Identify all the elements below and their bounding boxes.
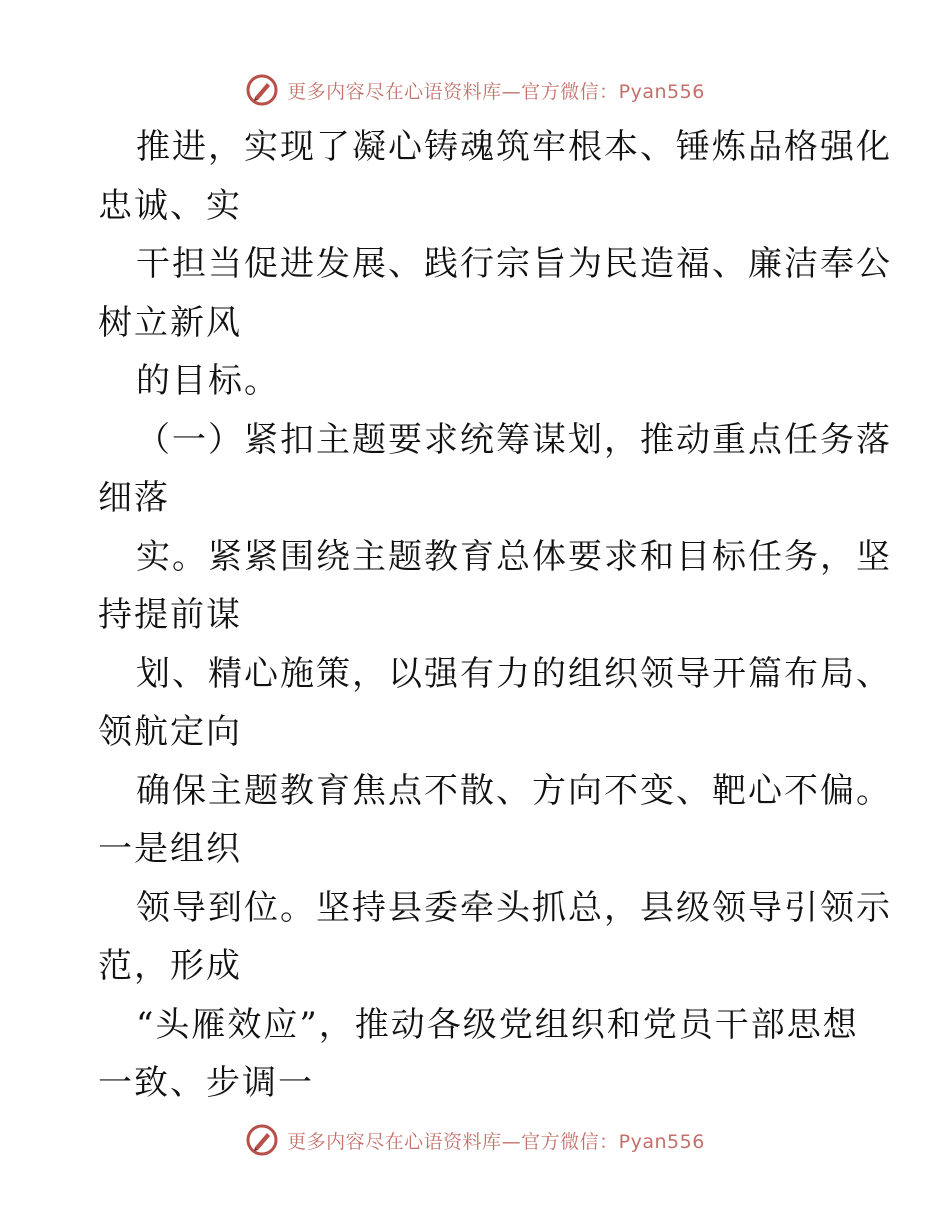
- watermark-text: 更多内容尽在心语资料库—官方微信：Pyan556: [287, 80, 705, 103]
- text-line: 划、精心施策，以强有力的组织领导开篇布局、: [136, 653, 892, 694]
- watermark-header: [0, 70, 950, 110]
- text-line: 持提前谋: [98, 595, 242, 635]
- text-line: “头雁效应”，推动各级党组织和党员干部思想: [136, 1004, 859, 1045]
- text-line: 树立新风: [98, 302, 242, 343]
- text-line: 范，形成: [98, 946, 242, 986]
- text-line: 干担当促进发展、践行宗旨为民造福、廉洁奉公: [136, 244, 892, 284]
- text-line: 一致、步调一: [98, 1063, 314, 1103]
- text-line: 实。紧紧围绕主题教育总体要求和目标任务，坚: [136, 536, 892, 577]
- pen-logo-icon: [245, 1123, 279, 1157]
- text-line: 领导到位。坚持县委牵头抓总，县级领导引领示: [136, 887, 892, 928]
- text-line: 推进，实现了凝心铸魂筑牢根本、锤炼品格强化: [136, 127, 892, 167]
- text-line: 一是组织: [98, 829, 242, 869]
- document-body: [98, 118, 892, 1113]
- text-line: 细落: [98, 478, 170, 518]
- text-line: 忠诚、实: [98, 185, 242, 226]
- text-line: 的目标。: [136, 361, 280, 401]
- text-line: 确保主题教育焦点不散、方向不变、靶心不偏。: [136, 770, 892, 811]
- watermark-text: 更多内容尽在心语资料库—官方微信：Pyan556: [287, 1130, 705, 1153]
- pen-logo-icon: [245, 73, 279, 107]
- section-heading-line: （一）紧扣主题要求统筹谋划，推动重点任务落: [136, 419, 892, 460]
- watermark-footer: [0, 1120, 950, 1160]
- text-line: 领航定向: [98, 712, 242, 752]
